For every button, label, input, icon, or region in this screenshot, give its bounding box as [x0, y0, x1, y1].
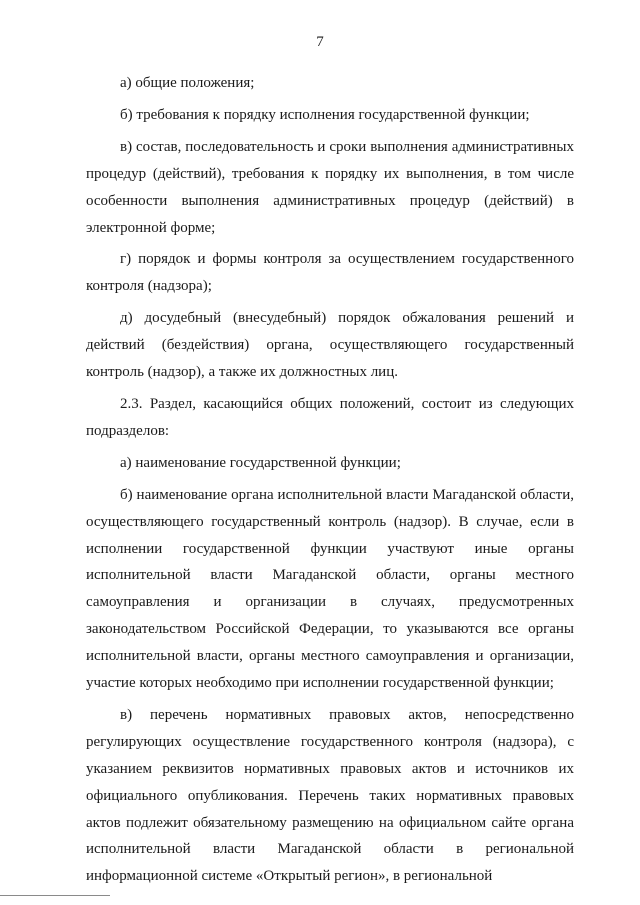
list-item-b-requirements: б) требования к порядку исполнения государственной функции; [120, 106, 530, 123]
footer-rule [0, 895, 110, 896]
section-2-3-heading: 2.3. Раздел, касающийся общих положений, состоит из следующих подразделов: [86, 395, 574, 439]
list-item-v-procedures: в) состав, последовательность и сроки выполнения административных процедур (действий), требования к порядку их выполнения, в том числе особенности выполнения административных процедур (действий) в электронной форме; [86, 138, 574, 236]
page-number: 7 [316, 34, 324, 50]
document-body [86, 70, 574, 895]
subsection-v-legal-acts: в) перечень нормативных правовых актов, непосредственно регулирующих осуществление государственного контроля (надзора), с указанием реквизитов нормативных правовых актов и источников их официального опубликования. Перечень таких нормативных правовых актов подлежит обязательному размещению на официальном сайте органа исполнительной власти Магаданской области в региональной информационной системе «Открытый регион», в региональной [86, 706, 574, 885]
list-item-a-general: а) общие положения; [120, 75, 255, 91]
subsection-a-function-name: а) наименование государственной функции; [120, 454, 401, 471]
subsection-b-authority: б) наименование органа исполнительной власти Магаданской области, осуществляющего государственный контроль (надзор). В случае, если в исполнении государственной функции участвуют иные органы исполнительной власти Магаданской области, органы местного самоуправления и организации в случаях, предусмотренных законодательством Российской Федерации, то указываются все органы исполнительной власти, органы местного самоуправления и организации, участие которых необходимо при исполнении государственной функции; [86, 486, 574, 692]
list-item-g-control: г) порядок и формы контроля за осуществлением государственного контроля (надзора); [86, 251, 574, 295]
list-item-d-appeal: д) досудебный (внесудебный) порядок обжалования решений и действий (бездействия) органа, осуществляющего государственный контроль (надзор), а также их должностных лиц. [86, 310, 574, 381]
